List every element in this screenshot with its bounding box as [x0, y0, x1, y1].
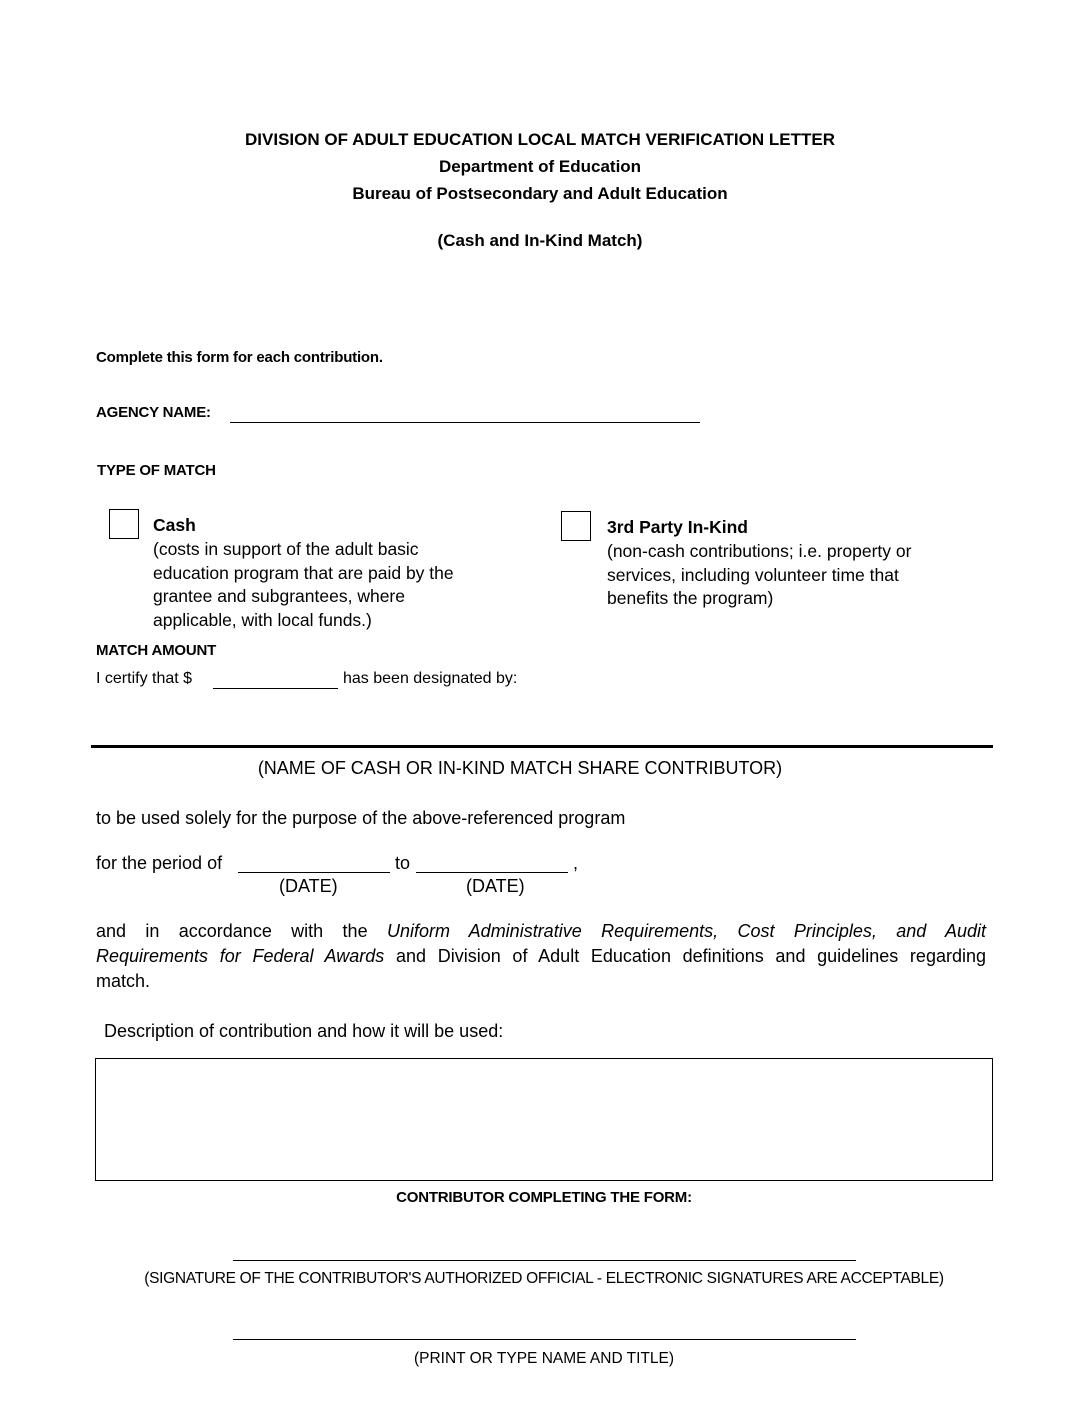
date-caption-end: (DATE) — [466, 876, 525, 896]
in-kind-description-line: (non-cash contributions; i.e. property or — [607, 541, 912, 561]
accordance-line-1 — [96, 919, 986, 944]
agency-name-label: AGENCY NAME: — [96, 404, 211, 421]
contributor-name-field[interactable] — [91, 745, 993, 748]
period-prefix: for the period of — [96, 853, 223, 873]
period-comma: , — [573, 853, 579, 873]
in-kind-description-line: services, including volunteer time that — [607, 564, 899, 585]
regulation-title: Uniform Administrative Requirements, Cost Principles, and Audit — [386, 921, 987, 941]
purpose-text: to be used solely for the purpose of the above-referenced program — [96, 808, 626, 828]
accordance-line-2 — [96, 944, 986, 969]
cash-description-line: education program that are paid by the — [153, 562, 454, 583]
form-instruction: Complete this form for each contribution. — [96, 349, 383, 366]
accordance-text: and Division of Adult Education definitions and guidelines regarding — [395, 946, 986, 966]
in-kind-description — [607, 540, 911, 611]
period-to: to — [395, 853, 411, 873]
match-amount-field[interactable] — [213, 688, 338, 689]
bureau-name: Bureau of Postsecondary and Adult Education — [352, 184, 728, 203]
accordance-line-3: match. — [96, 971, 151, 991]
document-title: DIVISION OF ADULT EDUCATION LOCAL MATCH VERIFICATION LETTER — [245, 130, 835, 149]
name-title-field[interactable] — [233, 1339, 856, 1340]
certify-prefix: I certify that $ — [96, 670, 193, 687]
contributor-name-caption: (NAME OF CASH OR IN-KIND MATCH SHARE CONTRIBUTOR) — [257, 758, 783, 778]
date-caption-start: (DATE) — [279, 876, 338, 896]
accordance-paragraph — [96, 919, 986, 994]
cash-description-line: (costs in support of the adult basic — [153, 539, 419, 559]
document-subtitle: (Cash and In-Kind Match) — [437, 231, 643, 250]
period-start-field[interactable] — [238, 872, 390, 873]
period-end-field[interactable] — [416, 872, 568, 873]
contributor-completing-label: CONTRIBUTOR COMPLETING THE FORM: — [396, 1189, 692, 1206]
certify-suffix: has been designated by: — [343, 670, 518, 687]
name-title-caption: (PRINT OR TYPE NAME AND TITLE) — [413, 1350, 675, 1367]
cash-label: Cash — [153, 515, 196, 535]
type-of-match-label: TYPE OF MATCH — [97, 462, 216, 479]
description-label: Description of contribution and how it will be used: — [104, 1021, 504, 1041]
regulation-title-continued: Requirements for Federal Awards — [96, 946, 385, 966]
cash-description — [153, 538, 454, 632]
cash-description-line: applicable, with local funds.) — [153, 609, 372, 630]
in-kind-label: 3rd Party In-Kind — [607, 517, 748, 537]
match-amount-label: MATCH AMOUNT — [96, 642, 217, 659]
cash-checkbox[interactable] — [109, 509, 139, 539]
cash-description-line: grantee and subgrantees, where — [153, 586, 405, 606]
agency-name-field[interactable] — [230, 422, 700, 423]
accordance-text: and in accordance with the — [96, 921, 368, 941]
in-kind-description-line: benefits the program) — [607, 588, 774, 608]
description-textbox[interactable] — [95, 1058, 993, 1181]
in-kind-checkbox[interactable] — [561, 511, 591, 541]
signature-caption: (SIGNATURE OF THE CONTRIBUTOR'S AUTHORIZED OFFICIAL - ELECTRONIC SIGNATURES ARE ACCEPTABLE) — [144, 1270, 944, 1287]
department-name: Department of Education — [438, 157, 642, 176]
signature-field[interactable] — [233, 1260, 856, 1261]
